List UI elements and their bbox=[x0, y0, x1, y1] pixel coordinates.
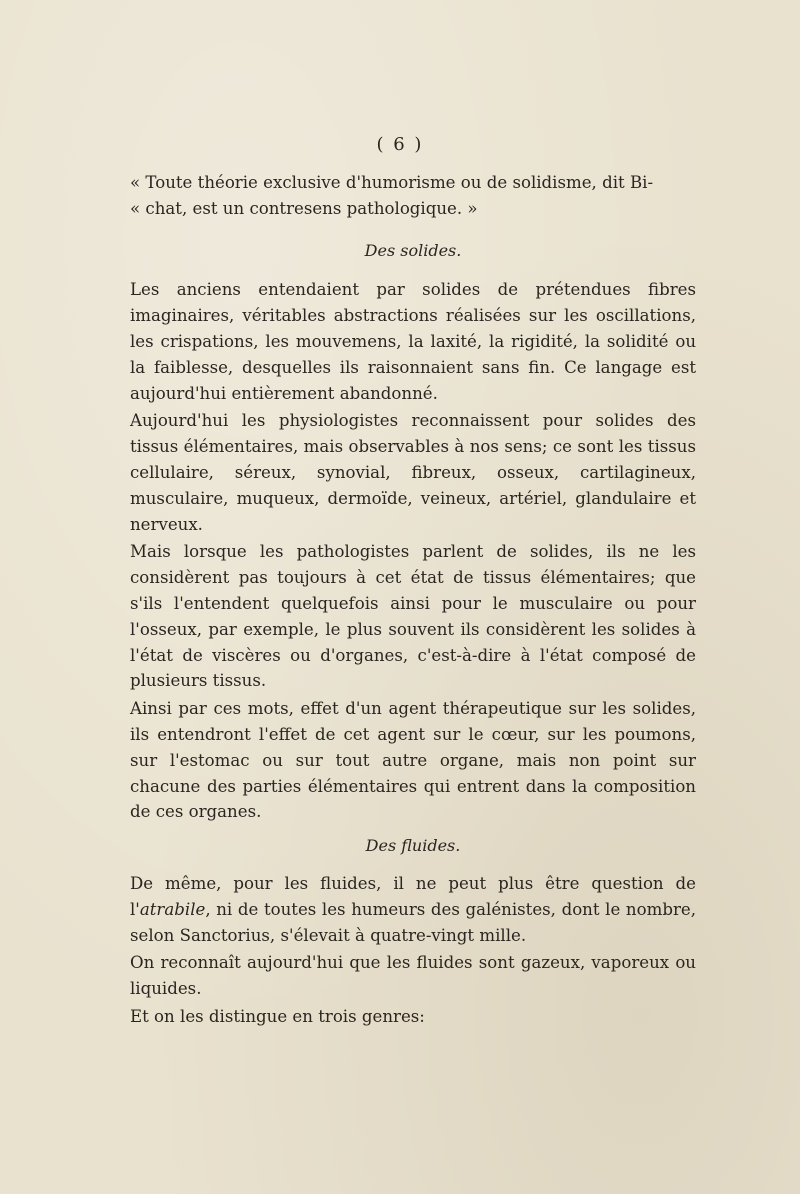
page-number: ( 6 ) bbox=[376, 134, 424, 155]
section-heading-solides: Des solides. bbox=[364, 240, 462, 260]
paragraph-agent-therapeutique: Ainsi par ces mots, effet d'un agent thérapeutique sur les solides, ils entendront l'effet de cet agent sur le cœur, sur les poumons, sur l'estomac ou sur tout autre organe, mais non point sur chacune des parties élémentaires qui entrent dans la composition de ces organes. bbox=[130, 699, 696, 822]
paragraph-pathologistes: Mais lorsque les pathologistes parlent de solides, ils ne les considèrent pas toujours à cet état de tissus élémentaires; que s'ils l'entendent quelquefois ainsi pour le musculaire ou pour l'osseux, par exemple, le plus souvent ils considèrent les solides à l'état de viscères ou d'organes, c'est-à-dire à l'état composé de plusieurs tissus. bbox=[130, 542, 696, 691]
paragraph-fluides-text-b: , ni de toutes les humeurs des galénistes, dont le nombre, selon Sanctorius, s'élevait à quatre-vingt mille. bbox=[130, 899, 696, 945]
page-body bbox=[130, 170, 696, 1030]
quote-line-2: « chat, est un contresens pathologique. » bbox=[130, 198, 478, 218]
term-atrabile: atrabile bbox=[139, 899, 206, 919]
paragraph-physiologistes: Aujourd'hui les physiologistes reconnaissent pour solides des tissus élémentaires, mais observables à nos sens; ce sont les tissus cellulaire, séreux, synovial, fibreux, osseux, cartilagineux, musculaire, muqueux, dermoïde, veineux, artériel, glandulaire et nerveux. bbox=[130, 411, 696, 534]
paragraph-etats-fluides: On reconnaît aujourd'hui que les fluides sont gazeux, vaporeux ou liquides. bbox=[130, 953, 696, 999]
paragraph-anciens: Les anciens entendaient par solides de prétendues fibres imaginaires, véritables abstractions réalisées sur les oscillations, les crispations, les mouvemens, la laxité, la rigidité, la solidité ou la faiblesse, desquelles ils raisonnaient sans fin. Ce langage est aujourd'hui entièrement abandonné. bbox=[130, 280, 696, 403]
quote-line-1: « Toute théorie exclusive d'humorisme ou de solidisme, dit Bi- bbox=[130, 173, 654, 192]
paragraph-trois-genres: Et on les distingue en trois genres: bbox=[130, 1006, 425, 1026]
section-heading-fluides: Des fluides. bbox=[365, 836, 461, 856]
paragraph-fluides bbox=[130, 871, 696, 948]
paragraph-fluides-text-a: De même, pour les fluides, il ne peut plus être question de l' bbox=[130, 873, 696, 919]
